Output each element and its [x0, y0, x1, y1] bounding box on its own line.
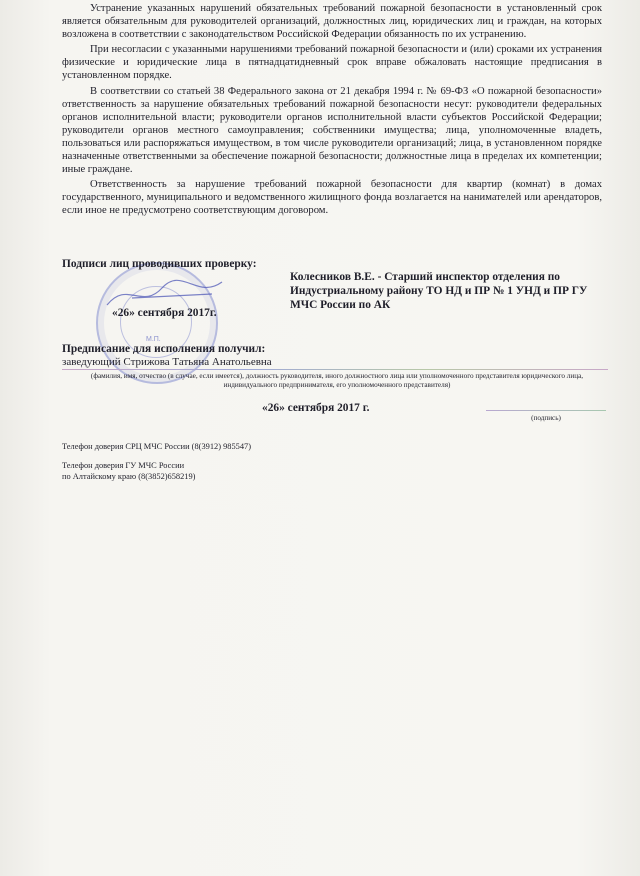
paragraph-appeal: При несогласии с указанными нарушениями требований пожарной безопасности и (или) сроками их устранения физические и юридические лица в пятнадцатидневный срок вправе обжаловать настоящие предписания в установленном порядке.: [62, 44, 602, 82]
phone-line-3: по Алтайскому краю (8(3852)658219): [62, 472, 196, 481]
recipient-caption: (фамилия, имя, отчество (в случае, если имеется), должность руководителя, иного должностного лица или уполномоченного представителя юридического лица, индивидуального предпринимателя, его уполномоченного представителя): [90, 372, 584, 389]
paragraph-housing: Ответственность за нарушение требований пожарной безопасности для квартир (комнат) в домах государственного, муниципального и ведомственного жилищного фонда возлагается на нанимателей или арендаторов, если иное не предусмотрено соответствующим договором.: [62, 179, 602, 217]
phone-line-1: Телефон доверия СРЦ МЧС России (8(3912) 985547): [62, 442, 251, 451]
signatures-heading: Подписи лиц проводивших проверку:: [62, 258, 257, 270]
signature-caption: (подпись): [531, 414, 561, 422]
legal-text-block: [62, 2, 602, 220]
stamp-label: М.П.: [146, 336, 161, 343]
phone-line-2: Телефон доверия ГУ МЧС России: [62, 461, 185, 470]
signature-line: [486, 410, 606, 411]
recipient-name: заведующий Стрижова Татьяна Анатольевна: [62, 356, 272, 368]
recipient-line: [62, 369, 608, 370]
signature-date: «26» сентября 2017г.: [112, 307, 217, 319]
receipt-heading: Предписание для исполнения получил:: [62, 343, 266, 355]
paragraph-elimination: Устранение указанных нарушений обязательных требований пожарной безопасности в установленный срок является обязательным для руководителей организаций, должностных лиц, юридических лиц и граждан, на которых возложена в соответствии с законодательством Российской Федерации обязанность по их устранению.: [62, 3, 602, 41]
paragraph-responsibility: В соответствии со статьей 38 Федерального закона от 21 декабря 1994 г. № 69-ФЗ «О пожарной безопасности» ответственность за нарушение обязательных требований пожарной безопасности несут: руководители федеральных органов исполнительной власти; руководители органов исполнительной власти субъектов Российской Федерации; руководители органов местного самоуправления; собственники имущества; лица, уполномоченные владеть, пользоваться или распоряжаться имуществом, в том числе руководители организаций; лица, в установленном порядке назначенные ответственными за обеспечение пожарной безопасности; должностные лица в пределах их компетенции; иные граждане.: [62, 85, 602, 176]
receipt-date: «26» сентября 2017 г.: [262, 402, 370, 414]
inspector-name: Колесников В.Е. - Старший инспектор отделения по Индустриальному району ТО НД и ПР № 1 УНД и ПР ГУ МЧС России по АК: [290, 271, 588, 312]
